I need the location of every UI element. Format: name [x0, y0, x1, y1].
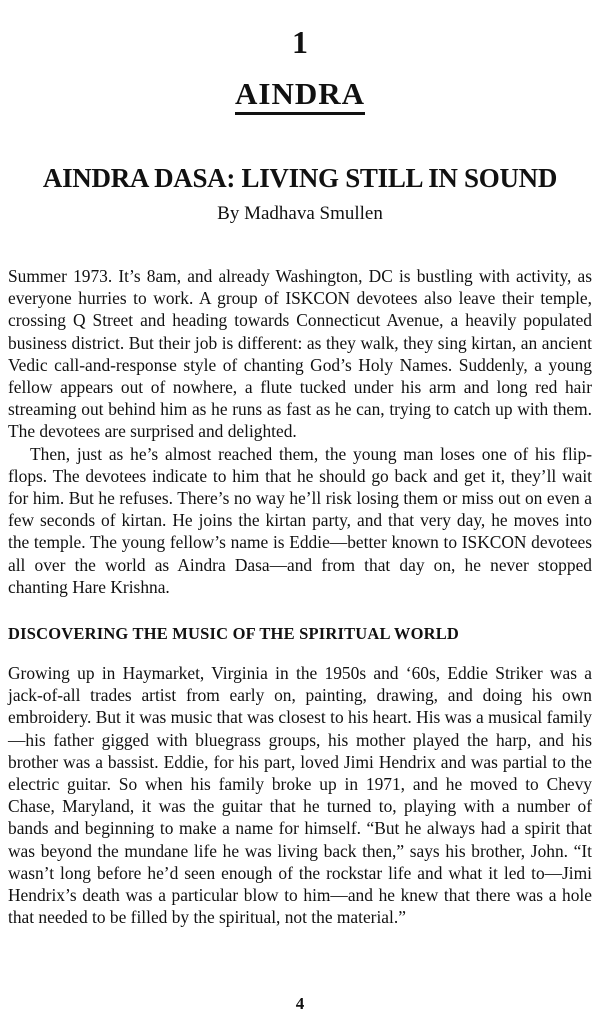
article-byline: By Madhava Smullen [217, 203, 383, 224]
paragraph-3: Growing up in Haymarket, Virginia in the 1950s and ‘60s, Eddie Striker was a jack-of-all trades artist from early on, painting, drawing, and doing his own embroidery. But it was music that was closest to his heart. His was a musical family—his father gigged with bluegrass groups, his mother played the harp, and his brother was a bassist. Eddie, for his part, loved Jimi Hendrix and was partial to the electric guitar. So when his family broke up in 1971, and he moved to Chevy Chase, Maryland, it was the guitar that he turned to, playing with a number of bands and beginning to make a name for himself. “But he always had a spirit that was beyond the mundane life he was living back then,” says his brother, John. “It wasn’t long before he’d seen enough of the rockstar life and what it led to—Jimi Hendrix’s death was a particular blow to him—and he knew that there was a hole that needed to be filled by the spiritual, not the material.” [8, 663, 592, 928]
chapter-title-wrap [0, 76, 600, 112]
chapter-title: AINDRA [235, 76, 365, 115]
paragraph-2: Then, just as he’s almost reached them, the young man loses one of his flip-flops. The devotees indicate to him that he should go back and get it, they’ll wait for him. But he refuses. There’s no way he’ll risk losing them or miss out on even a few seconds of kirtan. He joins the kirtan party, and that very day, he moves into the temple. The young fellow’s name is Eddie—better known to ISKCON devotees all over the world as Aindra Dasa—and from that day on, he never stopped chanting Hare Krishna. [8, 443, 592, 597]
chapter-number: 1 [292, 24, 308, 60]
article-title: AINDRA DASA: LIVING STILL IN SOUND [42, 163, 558, 193]
section-text [8, 662, 592, 928]
page-number: 4 [295, 994, 305, 1013]
section-heading: DISCOVERING THE MUSIC OF THE SPIRITUAL WORLD [8, 624, 460, 643]
intro-text [8, 265, 592, 598]
paragraph-1: Summer 1973. It’s 8am, and already Washington, DC is bustling with activity, as everyone hurries to work. A group of ISKCON devotees also leave their temple, crossing Q Street and heading towards Connecticut Avenue, a heavily populated business district. But their job is different: as they walk, they sing kirtan, an ancient Vedic call-and-response style of chanting God’s Holy Names. Suddenly, a young fellow appears out of nowhere, a flute tucked under his arm and long red hair streaming out behind him as he runs as fast as he can, trying to catch up with them. The devotees are surprised and delighted. [8, 266, 592, 442]
